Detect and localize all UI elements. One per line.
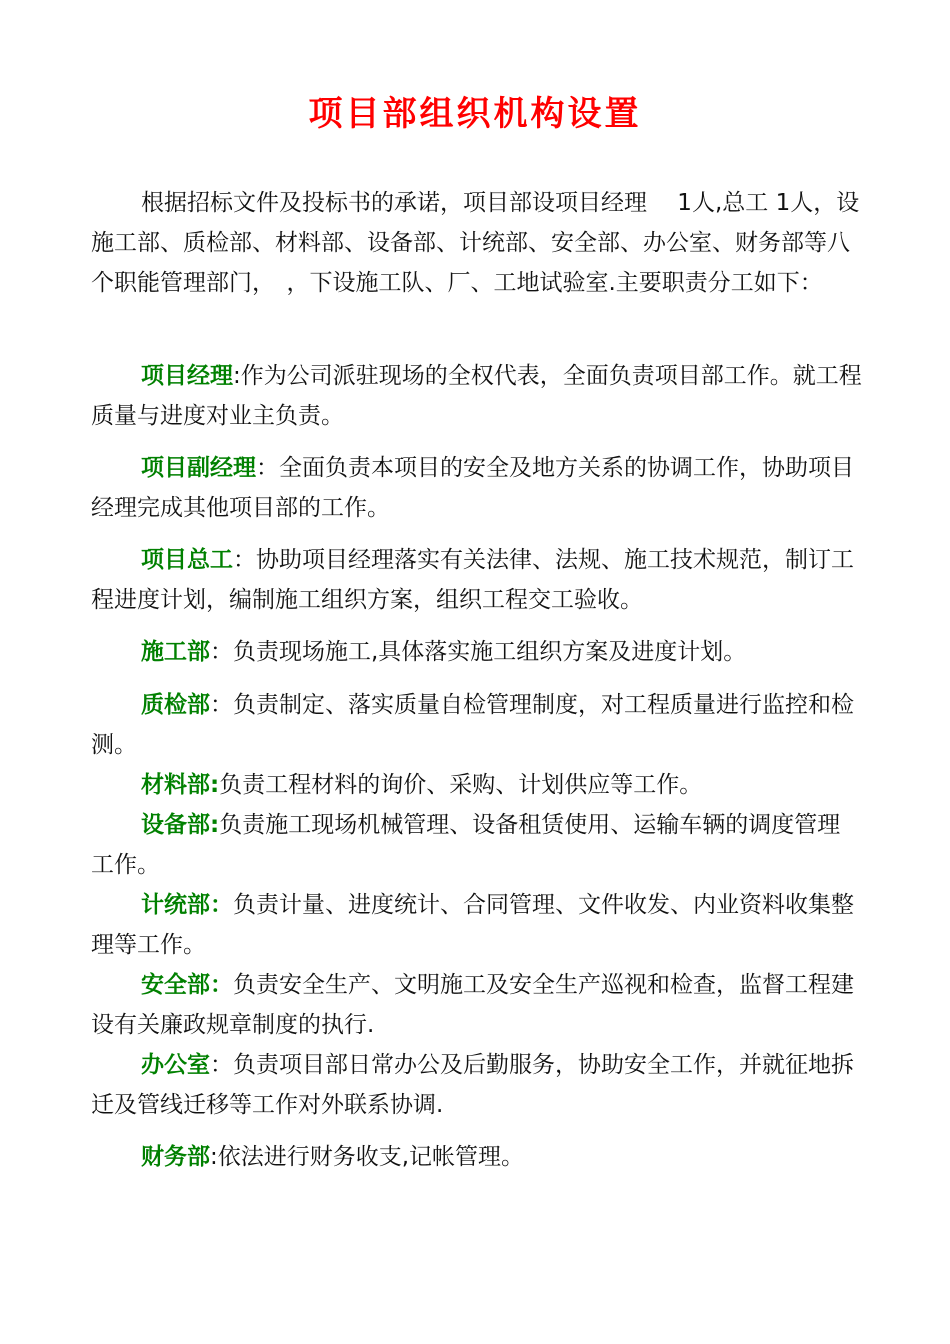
role-equipment-dept — [91, 805, 863, 885]
role-construction-dept — [91, 632, 863, 672]
role-term: 材料部: — [141, 772, 220, 798]
role-term: 办公室 — [141, 1052, 210, 1078]
role-materials-dept — [91, 765, 863, 805]
role-description: ：全面负责本项目的安全及地方关系的协调工作，协助项目经理完成其他项目部的工作。 — [91, 455, 854, 521]
role-term: 财务部 — [141, 1144, 210, 1170]
role-chief-engineer — [91, 540, 863, 620]
role-safety-dept — [91, 965, 863, 1045]
role-term: 计统部： — [141, 892, 233, 918]
role-term: 项目经理 — [141, 363, 233, 389]
role-finance-dept — [91, 1137, 863, 1177]
role-term: 质检部 — [141, 692, 210, 718]
role-description: 负责施工现场机械管理、设备租赁使用、运输车辆的调度管理工作。 — [91, 812, 841, 878]
role-description: :作为公司派驻现场的全权代表，全面负责项目部工作。就工程质量与进度对业主负责。 — [91, 363, 862, 429]
role-description: 负责安全生产、文明施工及安全生产巡视和检查，监督工程建设有关廉政规章制度的执行. — [91, 972, 854, 1038]
role-project-manager — [91, 356, 863, 436]
role-description: ：负责项目部日常办公及后勤服务，协助安全工作，并就征地拆迁及管线迁移等工作对外联系协调. — [91, 1052, 854, 1118]
role-quality-dept — [91, 685, 863, 765]
document-title: 项目部组织机构设置 — [308, 94, 642, 134]
intro-paragraph: 根据招标文件及投标书的承诺，项目部设项目经理 1人,总工 1人，设施工部、质检部、材料部、设备部、计统部、安全部、办公室、财务部等八个职能管理部门， ，下设施工队、厂、工地试验室.主要职责分工如下： — [91, 190, 860, 296]
role-term: 项目副经理 — [141, 455, 256, 481]
role-description: ：负责制定、落实质量自检管理制度，对工程质量进行监控和检测。 — [91, 692, 854, 758]
role-term: 设备部: — [141, 812, 220, 838]
role-term: 安全部： — [141, 972, 233, 998]
role-description: :依法进行财务收支,记帐管理。 — [210, 1144, 525, 1170]
role-description: 负责计量、进度统计、合同管理、文件收发、内业资料收集整理等工作。 — [91, 892, 854, 958]
role-description: ：协助项目经理落实有关法律、法规、施工技术规范，制订工程进度计划，编制施工组织方案，组织工程交工验收。 — [91, 547, 854, 613]
role-description: ：负责现场施工,具体落实施工组织方案及进度计划。 — [210, 639, 747, 665]
role-deputy-manager — [91, 448, 863, 528]
role-description: 负责工程材料的询价、采购、计划供应等工作。 — [219, 772, 703, 798]
role-term: 项目总工 — [141, 547, 233, 573]
role-office — [91, 1045, 863, 1125]
role-term: 施工部 — [141, 639, 210, 665]
role-statistics-dept — [91, 885, 863, 965]
